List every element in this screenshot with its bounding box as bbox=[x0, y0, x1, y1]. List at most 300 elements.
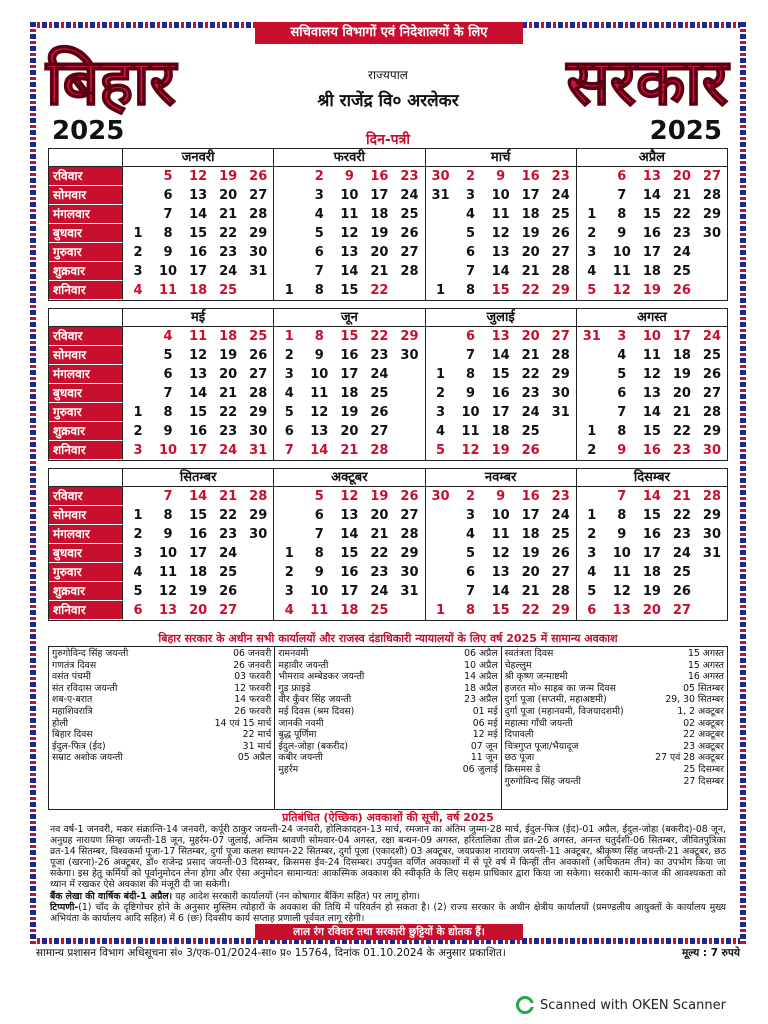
holiday-name: गणतंत्र दिवस bbox=[52, 659, 97, 671]
date-cell: 30 bbox=[431, 169, 450, 184]
month-week-cells bbox=[426, 243, 577, 262]
date-cell: 9 bbox=[314, 565, 324, 580]
weekday-label: मंगलवार bbox=[49, 365, 123, 384]
date-cell: 3 bbox=[133, 546, 143, 561]
holiday-item bbox=[278, 683, 497, 695]
date-cell: 24 bbox=[672, 245, 691, 260]
date-cell: 18 bbox=[189, 283, 208, 298]
date-cell bbox=[697, 582, 727, 601]
date-cell: 24 bbox=[551, 508, 570, 523]
date-cell: 28 bbox=[249, 386, 268, 401]
weekday-row bbox=[49, 403, 727, 422]
date-cell: 4 bbox=[133, 565, 143, 580]
date-cell: 27 bbox=[400, 245, 419, 260]
date-cell: 21 bbox=[219, 386, 238, 401]
month-week-cells bbox=[426, 563, 577, 582]
holidays-column bbox=[502, 647, 727, 809]
month-week-cells bbox=[123, 525, 274, 544]
holiday-name: चित्रगुप्त पूजा/भैयादूज bbox=[504, 740, 579, 752]
date-cell: 22 bbox=[672, 207, 691, 222]
date-cell: 28 bbox=[400, 527, 419, 542]
holiday-name: भीमराव अम्बेडकर जयन्ती bbox=[278, 671, 365, 683]
date-cell: 11 bbox=[642, 348, 661, 363]
holiday-name: गुरुगोविन्द सिंह जयन्ती bbox=[52, 648, 129, 659]
holiday-name: श्री कृष्ण जन्माष्टमी bbox=[504, 671, 568, 683]
date-cell: 15 bbox=[642, 508, 661, 523]
holiday-name: बिहार दिवस bbox=[52, 729, 93, 741]
date-cell: 30 bbox=[431, 489, 450, 504]
date-cell bbox=[426, 506, 456, 525]
date-cell: 26 bbox=[551, 226, 570, 241]
date-cell: 7 bbox=[466, 348, 476, 363]
date-cell: 17 bbox=[340, 584, 359, 599]
date-cell: 5 bbox=[587, 283, 597, 298]
date-cell: 21 bbox=[219, 207, 238, 222]
date-cell: 20 bbox=[189, 603, 208, 618]
weekday-label: शनिवार bbox=[49, 441, 123, 460]
date-cell: 29 bbox=[249, 405, 268, 420]
holiday-item bbox=[278, 694, 497, 706]
date-cell: 1 bbox=[436, 283, 446, 298]
month-header-row bbox=[49, 149, 727, 167]
date-cell: 20 bbox=[340, 424, 359, 439]
date-cell: 5 bbox=[284, 405, 294, 420]
date-cell: 5 bbox=[436, 443, 446, 458]
date-cell: 3 bbox=[617, 329, 627, 344]
date-cell: 6 bbox=[617, 386, 627, 401]
weekday-row bbox=[49, 281, 727, 300]
date-cell bbox=[546, 441, 576, 460]
date-cell: 15 bbox=[642, 207, 661, 222]
date-cell: 7 bbox=[617, 489, 627, 504]
month-week-cells bbox=[274, 544, 425, 563]
date-cell: 21 bbox=[340, 443, 359, 458]
date-cell: 15 bbox=[189, 226, 208, 241]
date-cell: 30 bbox=[702, 226, 721, 241]
date-cell: 16 bbox=[189, 424, 208, 439]
date-cell: 8 bbox=[466, 367, 476, 382]
date-cell bbox=[577, 365, 607, 384]
date-cell: 13 bbox=[189, 367, 208, 382]
weekday-row bbox=[49, 487, 727, 506]
holiday-name: महाशिवरात्रि bbox=[52, 705, 93, 717]
holiday-date: 05 सितम्बर bbox=[683, 682, 724, 694]
date-cell: 12 bbox=[642, 367, 661, 382]
date-cell: 12 bbox=[159, 584, 178, 599]
holiday-item bbox=[52, 718, 271, 730]
month-week-cells bbox=[577, 346, 727, 365]
date-cell: 14 bbox=[189, 207, 208, 222]
date-cell: 14 bbox=[491, 348, 510, 363]
month-week-cells bbox=[426, 487, 577, 506]
holiday-item bbox=[505, 764, 724, 776]
holiday-name: मुहर्रम bbox=[278, 763, 299, 775]
date-cell bbox=[274, 224, 304, 243]
holiday-name: होली bbox=[52, 717, 69, 729]
date-cell: 1 bbox=[284, 546, 294, 561]
date-cell: 23 bbox=[521, 386, 540, 401]
date-cell: 25 bbox=[219, 283, 238, 298]
date-cell: 24 bbox=[370, 367, 389, 382]
date-cell: 24 bbox=[702, 329, 721, 344]
month-week-cells bbox=[577, 186, 727, 205]
date-cell: 22 bbox=[521, 603, 540, 618]
date-cell bbox=[426, 346, 456, 365]
weekday-row bbox=[49, 346, 727, 365]
holiday-date: 11 जून bbox=[470, 752, 498, 764]
date-cell: 3 bbox=[587, 245, 597, 260]
month-name: जुलाई bbox=[426, 309, 577, 326]
weekday-label: गुरुवार bbox=[49, 563, 123, 582]
date-cell bbox=[243, 281, 273, 300]
date-cell: 15 bbox=[340, 546, 359, 561]
date-cell: 6 bbox=[314, 245, 324, 260]
month-week-cells bbox=[426, 262, 577, 281]
date-cell: 25 bbox=[672, 264, 691, 279]
holiday-date: 06 जनवरी bbox=[233, 648, 272, 659]
date-cell: 15 bbox=[189, 405, 208, 420]
date-cell: 9 bbox=[617, 226, 627, 241]
month-name: जून bbox=[274, 309, 425, 326]
weekday-label: शुक्रवार bbox=[49, 582, 123, 601]
date-cell: 26 bbox=[672, 283, 691, 298]
date-cell: 10 bbox=[491, 188, 510, 203]
date-cell bbox=[123, 167, 153, 186]
date-cell: 4 bbox=[587, 565, 597, 580]
date-cell: 20 bbox=[672, 386, 691, 401]
date-cell: 29 bbox=[400, 546, 419, 561]
date-cell: 1 bbox=[133, 405, 143, 420]
date-cell: 10 bbox=[491, 508, 510, 523]
date-cell: 13 bbox=[642, 169, 661, 184]
holiday-item bbox=[278, 729, 497, 741]
date-cell bbox=[123, 186, 153, 205]
date-cell bbox=[697, 262, 727, 281]
date-cell: 30 bbox=[400, 348, 419, 363]
date-cell: 28 bbox=[551, 348, 570, 363]
weekday-row bbox=[49, 525, 727, 544]
date-cell: 7 bbox=[163, 386, 173, 401]
date-cell: 18 bbox=[642, 264, 661, 279]
date-cell: 19 bbox=[642, 584, 661, 599]
date-cell: 25 bbox=[400, 207, 419, 222]
date-cell: 23 bbox=[219, 527, 238, 542]
holiday-date: 07 जून bbox=[470, 740, 498, 752]
date-cell: 9 bbox=[466, 386, 476, 401]
date-cell: 9 bbox=[617, 527, 627, 542]
date-cell: 5 bbox=[466, 226, 476, 241]
date-cell bbox=[426, 525, 456, 544]
holidays-column bbox=[49, 647, 275, 809]
month-week-cells bbox=[123, 205, 274, 224]
weekday-row bbox=[49, 167, 727, 186]
date-cell: 14 bbox=[642, 405, 661, 420]
date-cell: 22 bbox=[219, 508, 238, 523]
weekday-row bbox=[49, 601, 727, 620]
month-week-cells bbox=[426, 403, 577, 422]
date-cell: 1 bbox=[436, 603, 446, 618]
date-cell bbox=[577, 167, 607, 186]
footer-price: मूल्य : 7 रुपये bbox=[682, 947, 740, 959]
date-cell bbox=[123, 327, 153, 346]
date-cell: 10 bbox=[159, 264, 178, 279]
date-cell: 10 bbox=[642, 329, 661, 344]
date-cell: 15 bbox=[340, 329, 359, 344]
date-cell: 9 bbox=[163, 245, 173, 260]
date-cell: 6 bbox=[163, 188, 173, 203]
date-cell: 6 bbox=[133, 603, 143, 618]
holiday-item bbox=[52, 671, 271, 683]
month-week-cells bbox=[426, 346, 577, 365]
date-cell: 2 bbox=[587, 226, 597, 241]
date-cell: 23 bbox=[551, 169, 570, 184]
date-cell: 23 bbox=[551, 489, 570, 504]
month-week-cells bbox=[577, 167, 727, 186]
date-cell: 22 bbox=[672, 424, 691, 439]
date-cell bbox=[394, 441, 424, 460]
date-cell: 19 bbox=[521, 226, 540, 241]
date-cell: 1 bbox=[284, 283, 294, 298]
date-cell: 11 bbox=[612, 264, 631, 279]
date-cell: 14 bbox=[340, 264, 359, 279]
date-cell: 29 bbox=[400, 329, 419, 344]
date-cell: 23 bbox=[219, 245, 238, 260]
date-cell: 31 bbox=[702, 546, 721, 561]
date-cell: 27 bbox=[370, 424, 389, 439]
date-cell: 6 bbox=[314, 508, 324, 523]
date-cell: 17 bbox=[642, 546, 661, 561]
date-cell: 15 bbox=[340, 283, 359, 298]
date-cell: 26 bbox=[672, 584, 691, 599]
date-cell: 22 bbox=[521, 367, 540, 382]
holiday-name: वसंत पंचमी bbox=[52, 671, 91, 683]
date-cell: 4 bbox=[163, 329, 173, 344]
date-cell: 5 bbox=[163, 348, 173, 363]
holiday-name: संत रविदास जयन्ती bbox=[52, 682, 118, 694]
date-cell bbox=[274, 205, 304, 224]
date-cell: 2 bbox=[133, 424, 143, 439]
month-week-cells bbox=[426, 525, 577, 544]
date-cell: 11 bbox=[461, 424, 480, 439]
date-cell: 15 bbox=[189, 508, 208, 523]
holiday-date: 06 अप्रैल bbox=[464, 648, 498, 659]
date-cell: 1 bbox=[587, 508, 597, 523]
title-bihar: बिहार bbox=[46, 46, 176, 120]
date-cell: 28 bbox=[400, 264, 419, 279]
date-cell: 25 bbox=[370, 386, 389, 401]
date-cell: 10 bbox=[612, 245, 631, 260]
date-cell bbox=[426, 262, 456, 281]
holiday-date: 15 अगस्त bbox=[687, 648, 724, 659]
holiday-name: कबीर जयन्ती bbox=[278, 752, 323, 764]
holiday-item bbox=[52, 660, 271, 672]
date-cell: 28 bbox=[370, 443, 389, 458]
date-cell: 25 bbox=[370, 603, 389, 618]
date-cell: 8 bbox=[617, 508, 627, 523]
date-cell: 31 bbox=[400, 584, 419, 599]
date-cell: 17 bbox=[521, 508, 540, 523]
month-week-cells bbox=[123, 167, 274, 186]
calendar-sheet bbox=[30, 22, 746, 944]
month-week-cells bbox=[123, 601, 274, 620]
date-cell: 12 bbox=[310, 405, 329, 420]
month-name: अप्रैल bbox=[638, 150, 665, 165]
holiday-date: 01 मई bbox=[472, 705, 498, 717]
month-week-cells bbox=[577, 563, 727, 582]
date-cell bbox=[577, 346, 607, 365]
weekday-label: शुक्रवार bbox=[49, 262, 123, 281]
weekday-label: गुरुवार bbox=[49, 243, 123, 262]
holiday-item bbox=[52, 694, 271, 706]
holiday-item bbox=[278, 706, 497, 718]
date-cell: 21 bbox=[672, 489, 691, 504]
date-cell bbox=[577, 384, 607, 403]
date-cell: 12 bbox=[491, 546, 510, 561]
date-cell: 21 bbox=[219, 489, 238, 504]
date-cell: 8 bbox=[163, 508, 173, 523]
optional-holidays-text bbox=[50, 824, 726, 924]
date-cell bbox=[577, 487, 607, 506]
month-week-cells bbox=[426, 582, 577, 601]
date-cell bbox=[274, 243, 304, 262]
date-cell: 14 bbox=[642, 188, 661, 203]
date-cell: 4 bbox=[436, 424, 446, 439]
month-week-cells bbox=[577, 224, 727, 243]
month-week-cells bbox=[123, 563, 274, 582]
date-cell bbox=[243, 582, 273, 601]
date-cell bbox=[426, 205, 456, 224]
date-cell bbox=[426, 563, 456, 582]
month-name: जनवरी bbox=[123, 149, 274, 166]
date-cell: 19 bbox=[491, 443, 510, 458]
holiday-date: 06 मई bbox=[472, 717, 498, 729]
date-cell: 22 bbox=[521, 283, 540, 298]
month-week-cells bbox=[274, 563, 425, 582]
date-cell: 24 bbox=[219, 264, 238, 279]
month-week-cells bbox=[274, 487, 425, 506]
holiday-date: 06 जुलाई bbox=[462, 763, 498, 775]
date-cell: 31 bbox=[551, 405, 570, 420]
date-cell bbox=[426, 544, 456, 563]
month-name: अगस्त bbox=[637, 310, 667, 325]
date-cell: 7 bbox=[466, 264, 476, 279]
holiday-name: दुर्गा पूजा (सप्तमी, महाअष्टमी) bbox=[504, 694, 607, 706]
date-cell: 21 bbox=[521, 264, 540, 279]
date-cell: 4 bbox=[466, 527, 476, 542]
date-cell: 17 bbox=[189, 443, 208, 458]
date-cell: 16 bbox=[370, 169, 389, 184]
month-week-cells bbox=[274, 205, 425, 224]
weekday-row bbox=[49, 506, 727, 525]
date-cell: 4 bbox=[314, 207, 324, 222]
date-cell: 8 bbox=[466, 283, 476, 298]
date-cell: 11 bbox=[491, 527, 510, 542]
date-cell: 12 bbox=[340, 489, 359, 504]
holiday-date: 22 अक्टूबर bbox=[683, 729, 724, 741]
date-cell: 27 bbox=[551, 329, 570, 344]
date-cell: 10 bbox=[310, 367, 329, 382]
date-cell: 7 bbox=[314, 264, 324, 279]
date-cell: 5 bbox=[314, 226, 324, 241]
date-cell: 30 bbox=[702, 527, 721, 542]
holiday-item bbox=[505, 660, 724, 672]
weekday-row bbox=[49, 262, 727, 281]
date-cell: 9 bbox=[617, 443, 627, 458]
date-cell: 7 bbox=[617, 405, 627, 420]
date-cell: 22 bbox=[370, 283, 389, 298]
date-cell: 17 bbox=[491, 405, 510, 420]
date-cell: 27 bbox=[219, 603, 238, 618]
scanner-text: Scanned with OKEN Scanner bbox=[540, 997, 726, 1013]
date-cell: 20 bbox=[370, 245, 389, 260]
date-cell: 14 bbox=[189, 386, 208, 401]
date-cell: 21 bbox=[370, 527, 389, 542]
date-cell bbox=[394, 365, 424, 384]
weekday-row bbox=[49, 224, 727, 243]
date-cell: 6 bbox=[163, 367, 173, 382]
date-cell: 10 bbox=[612, 546, 631, 561]
date-cell: 11 bbox=[310, 603, 329, 618]
holiday-name: दिपावली bbox=[504, 729, 534, 741]
date-cell: 2 bbox=[587, 443, 597, 458]
date-cell: 10 bbox=[310, 584, 329, 599]
date-cell: 8 bbox=[617, 424, 627, 439]
month-week-cells bbox=[426, 422, 577, 441]
date-cell bbox=[394, 601, 424, 620]
date-cell: 31 bbox=[431, 188, 450, 203]
date-cell: 26 bbox=[370, 405, 389, 420]
date-cell: 8 bbox=[314, 329, 324, 344]
month-week-cells bbox=[274, 346, 425, 365]
date-cell bbox=[394, 403, 424, 422]
date-cell: 27 bbox=[400, 508, 419, 523]
holiday-item bbox=[505, 729, 724, 741]
date-cell bbox=[243, 601, 273, 620]
date-cell: 27 bbox=[702, 169, 721, 184]
holiday-item bbox=[505, 776, 724, 788]
weekday-row bbox=[49, 582, 727, 601]
date-cell: 25 bbox=[521, 424, 540, 439]
weekday-label: शनिवार bbox=[49, 281, 123, 300]
date-cell: 3 bbox=[314, 188, 324, 203]
date-cell: 1 bbox=[284, 329, 294, 344]
date-cell: 13 bbox=[159, 603, 178, 618]
date-cell: 19 bbox=[340, 405, 359, 420]
date-cell: 6 bbox=[466, 565, 476, 580]
date-cell: 24 bbox=[370, 584, 389, 599]
weekday-row bbox=[49, 205, 727, 224]
date-cell: 12 bbox=[491, 226, 510, 241]
month-week-cells bbox=[577, 262, 727, 281]
optional-holidays-title: प्रतिबंधित (ऐच्छिक) अवकाशों की सूची, वर्ष 2025 bbox=[282, 811, 494, 824]
holiday-date: 23 अक्टूबर bbox=[683, 740, 724, 752]
month-week-cells bbox=[426, 384, 577, 403]
date-cell: 21 bbox=[672, 188, 691, 203]
date-cell: 23 bbox=[370, 348, 389, 363]
date-cell: 21 bbox=[672, 405, 691, 420]
date-cell: 17 bbox=[521, 188, 540, 203]
holiday-name: ईदुल-जोहा (बकरीद) bbox=[278, 740, 348, 752]
date-cell: 11 bbox=[310, 386, 329, 401]
weekday-label: मंगलवार bbox=[49, 525, 123, 544]
date-cell: 18 bbox=[189, 565, 208, 580]
date-cell: 18 bbox=[672, 348, 691, 363]
date-cell: 28 bbox=[702, 188, 721, 203]
optional-list: नव वर्ष-1 जनवरी, मकर संक्रान्ति-14 जनवरी, कर्पूरी ठाकुर जयन्ती-24 जनवरी, होलिकादहन-13 मार्च, रमजान का अंतिम जुम्मा-28 मार्च, ईदुल-फित्र (ईद)-01 अप्रैल, ईदुल-जोहा (बकरीद)-08 जून, अनुग्रह नारायण सिन्हा जयन्ती-18 जून, मुहर्रम-07 जुलाई, अन्तिम श्रावणी सोमवार-04 अगस्त, रक्षा बन्धन-09 अगस्त, हरितालिका तीज व्रत-26 अगस्त, अनन्त चतुर्दशी-06 सितम्बर, जीवितपुत्रिका व्रत-14 सितम्बर, विश्वकर्मा पूजा-17 सितम्बर, दुर्गा पूजा कलश स्थापन-22 सितम्बर, दुर्गा पूजा (एकादशी) 03 अक्टूबर, जयप्रकाश नारायण जयन्ती-11 अक्टूबर, श्रीकृष्ण सिंह जयन्ती-21 अक्टूबर, छठ पूजा (खरना)-26 अक्टूबर, डॉ० राजेन्द्र प्रसाद जयन्ती-03 दिसम्बर, क्रिसमस ईव-24 दिसम्बर। उपर्युक्त वर्णित अवकाशों में से पूरे वर्ष में किन्हीं तीन अवकाशों (अधिकतम तीन) का उपभोग किया जा सकेगा। इस हेतु कर्मियों को पूर्वानुमोदन लेना होगा और ऐसा अनुमोदन सामान्यतः आकस्मिक अवकाश की स्वीकृति के लिए सक्षम प्राधिकार द्वारा किया जा सकेगा। सरकारी काम-काज की आवश्यकता को ध्यान में रखकर ऐसे अवकाश की मंजूरी दी जा सकेगी। bbox=[50, 824, 726, 891]
month-week-cells bbox=[426, 506, 577, 525]
date-cell: 17 bbox=[189, 546, 208, 561]
date-cell: 31 bbox=[249, 264, 268, 279]
